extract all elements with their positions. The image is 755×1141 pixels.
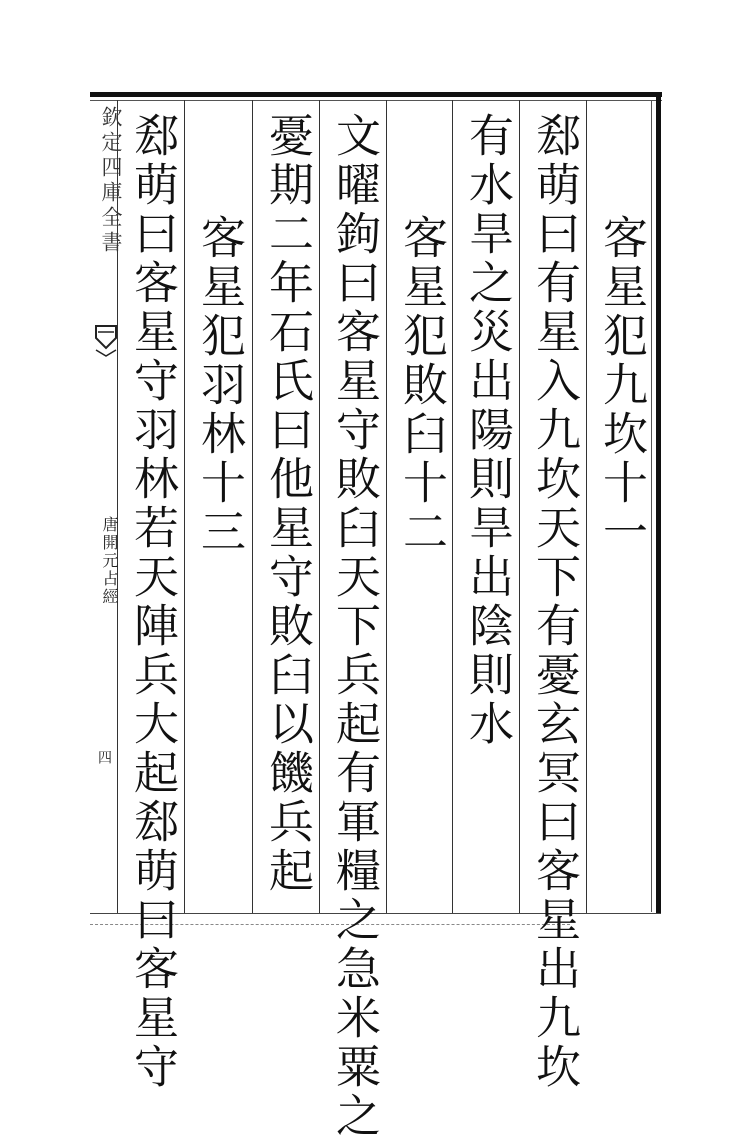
page-margin-center bbox=[96, 106, 123, 906]
column-text: 文曜鉤曰客星守敗臼天下兵起有軍糧之急米粟之 bbox=[328, 112, 381, 1141]
column-text: 郄萌曰有星入九坎天下有憂 bbox=[528, 112, 581, 700]
frame-top-inner-line bbox=[90, 100, 662, 101]
collection-title: 欽定四庫全書 bbox=[99, 106, 123, 256]
text-column-5 bbox=[326, 112, 382, 1141]
column-text: 憂期二年 bbox=[261, 112, 314, 308]
column-rule bbox=[184, 100, 185, 913]
column-text: 郄萌曰客星守羽林若天陣兵大起 bbox=[126, 112, 179, 798]
fish-tail-mark-icon bbox=[94, 324, 118, 358]
text-column-1 bbox=[593, 214, 649, 557]
text-column-4 bbox=[393, 214, 449, 557]
column-text: 有水旱之災出陽則旱出陰則水 bbox=[461, 112, 514, 749]
text-column-7 bbox=[191, 214, 247, 557]
frame-right-inner-line bbox=[651, 100, 652, 912]
column-text: 玄冥曰客星出九坎 bbox=[528, 700, 581, 1092]
column-text: 客星犯羽林十三 bbox=[193, 214, 246, 557]
column-rule bbox=[586, 100, 587, 913]
frame-right-border bbox=[656, 92, 661, 914]
text-column-3 bbox=[459, 112, 515, 749]
column-rule bbox=[386, 100, 387, 913]
frame-top-border bbox=[90, 92, 662, 97]
book-title: 唐開元占經 bbox=[100, 516, 119, 606]
column-text: 郄萌曰客星守 bbox=[126, 798, 179, 1092]
text-column-8 bbox=[124, 112, 180, 1092]
column-rule bbox=[452, 100, 453, 913]
column-text: 石氏曰他星守敗臼以饑兵起 bbox=[261, 308, 314, 896]
column-rule bbox=[519, 100, 520, 913]
column-text: 客星犯敗臼十二 bbox=[395, 214, 448, 557]
column-text: 客星犯九坎十一 bbox=[595, 214, 648, 557]
column-rule bbox=[319, 100, 320, 913]
page-number: 四 bbox=[96, 750, 112, 764]
column-rule bbox=[252, 100, 253, 913]
text-column-2 bbox=[526, 112, 582, 1092]
text-column-6 bbox=[259, 112, 315, 896]
